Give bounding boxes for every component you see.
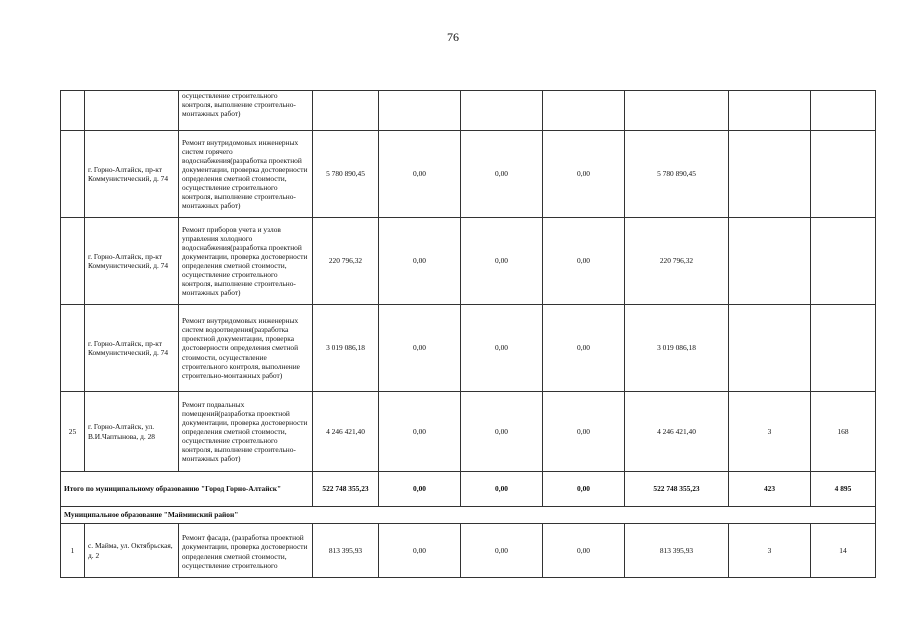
cell-col9 xyxy=(729,131,811,218)
cell-col7: 0,00 xyxy=(543,392,625,472)
cell-col9 xyxy=(729,91,811,131)
cell-col5: 0,00 xyxy=(379,305,461,392)
cell-work: Ремонт фасада, (разработка проектной документации, проверка достоверности определения сметной стоимости, осуществление строительного xyxy=(179,524,313,578)
cell-work: Ремонт подвальных помещений(разработка проектной документации, проверка достоверности определения сметной стоимости, осуществление строительного контроля, выполнение строительно-монтажных работ) xyxy=(179,392,313,472)
cell-col9: 3 xyxy=(729,524,811,578)
cell-col10: 14 xyxy=(811,524,876,578)
total-label: Итого по муниципальному образованию "Город Горно-Алтайск" xyxy=(61,472,313,507)
cell-col8: 813 395,93 xyxy=(625,524,729,578)
cell-num xyxy=(61,218,85,305)
cell-num xyxy=(61,305,85,392)
cell-col8: 4 246 421,40 xyxy=(625,392,729,472)
cell-col9 xyxy=(729,305,811,392)
cell-col7: 0,00 xyxy=(543,472,625,507)
cell-address: г. Горно-Алтайск, ул. В.И.Чаптынова, д. 28 xyxy=(85,392,179,472)
cell-address: г. Горно-Алтайск, пр-кт Коммунистический, д. 74 xyxy=(85,131,179,218)
cell-col6: 0,00 xyxy=(461,524,543,578)
cell-address xyxy=(85,91,179,131)
cell-col10: 168 xyxy=(811,392,876,472)
page-number: 76 xyxy=(447,30,459,44)
cell-total xyxy=(313,91,379,131)
cell-address: г. Горно-Алтайск, пр-кт Коммунистический, д. 74 xyxy=(85,305,179,392)
cell-col5: 0,00 xyxy=(379,392,461,472)
cell-col6 xyxy=(461,91,543,131)
cell-col7: 0,00 xyxy=(543,305,625,392)
cell-col8: 522 748 355,23 xyxy=(625,472,729,507)
cell-col5: 0,00 xyxy=(379,472,461,507)
cell-num: 25 xyxy=(61,392,85,472)
cell-total: 813 395,93 xyxy=(313,524,379,578)
cell-col7: 0,00 xyxy=(543,218,625,305)
table-row-total xyxy=(61,472,876,507)
table-row-section xyxy=(61,507,876,524)
table-row xyxy=(61,305,876,392)
cell-address: г. Горно-Алтайск, пр-кт Коммунистический, д. 74 xyxy=(85,218,179,305)
cell-work: Ремонт приборов учета и узлов управления холодного водоснабжения(разработка проектной документации, проверка достоверности определения сметной стоимости, осуществление строительного контроля, выполнение строительно-монтажных работ) xyxy=(179,218,313,305)
cell-col10 xyxy=(811,218,876,305)
table-row xyxy=(61,218,876,305)
table-row xyxy=(61,524,876,578)
cell-work: Ремонт внутридомовых инженерных систем горячего водоснабжения(разработка проектной документации, проверка достоверности определения сметной стоимости, осуществление строительного контроля, выполнение строительно-монтажных работ) xyxy=(179,131,313,218)
cell-col6: 0,00 xyxy=(461,472,543,507)
cell-work: осуществление строительного контроля, выполнение строительно-монтажных работ) xyxy=(179,91,313,131)
cell-col6: 0,00 xyxy=(461,305,543,392)
cell-col5: 0,00 xyxy=(379,524,461,578)
cell-col10 xyxy=(811,305,876,392)
table-row-continued xyxy=(61,91,876,131)
cell-col6: 0,00 xyxy=(461,392,543,472)
cell-total: 4 246 421,40 xyxy=(313,392,379,472)
cell-address: с. Майма, ул. Октябрьская, д. 2 xyxy=(85,524,179,578)
cell-total: 220 796,32 xyxy=(313,218,379,305)
cell-col8: 5 780 890,45 xyxy=(625,131,729,218)
cell-col5: 0,00 xyxy=(379,218,461,305)
cell-col7: 0,00 xyxy=(543,524,625,578)
cell-col5: 0,00 xyxy=(379,131,461,218)
cell-num xyxy=(61,131,85,218)
cell-total: 5 780 890,45 xyxy=(313,131,379,218)
cell-col9: 423 xyxy=(729,472,811,507)
cell-col7: 0,00 xyxy=(543,131,625,218)
cell-num xyxy=(61,91,85,131)
cell-col10 xyxy=(811,91,876,131)
capital-repair-table xyxy=(60,90,876,578)
cell-col9: 3 xyxy=(729,392,811,472)
cell-col10: 4 895 xyxy=(811,472,876,507)
cell-col7 xyxy=(543,91,625,131)
cell-col8: 3 019 086,18 xyxy=(625,305,729,392)
cell-total: 522 748 355,23 xyxy=(313,472,379,507)
cell-col8 xyxy=(625,91,729,131)
cell-col10 xyxy=(811,131,876,218)
cell-num: 1 xyxy=(61,524,85,578)
table-row xyxy=(61,131,876,218)
cell-col8: 220 796,32 xyxy=(625,218,729,305)
cell-col6: 0,00 xyxy=(461,131,543,218)
cell-col5 xyxy=(379,91,461,131)
cell-col9 xyxy=(729,218,811,305)
cell-total: 3 019 086,18 xyxy=(313,305,379,392)
table-row xyxy=(61,392,876,472)
cell-col6: 0,00 xyxy=(461,218,543,305)
cell-work: Ремонт внутридомовых инженерных систем водоотведения(разработка проектной документации, проверка достоверности определения сметной стоимости, осуществление строительного контроля, выполнение строительно-монтажных работ) xyxy=(179,305,313,392)
section-label: Муниципальное образование "Майминский район" xyxy=(61,507,876,524)
